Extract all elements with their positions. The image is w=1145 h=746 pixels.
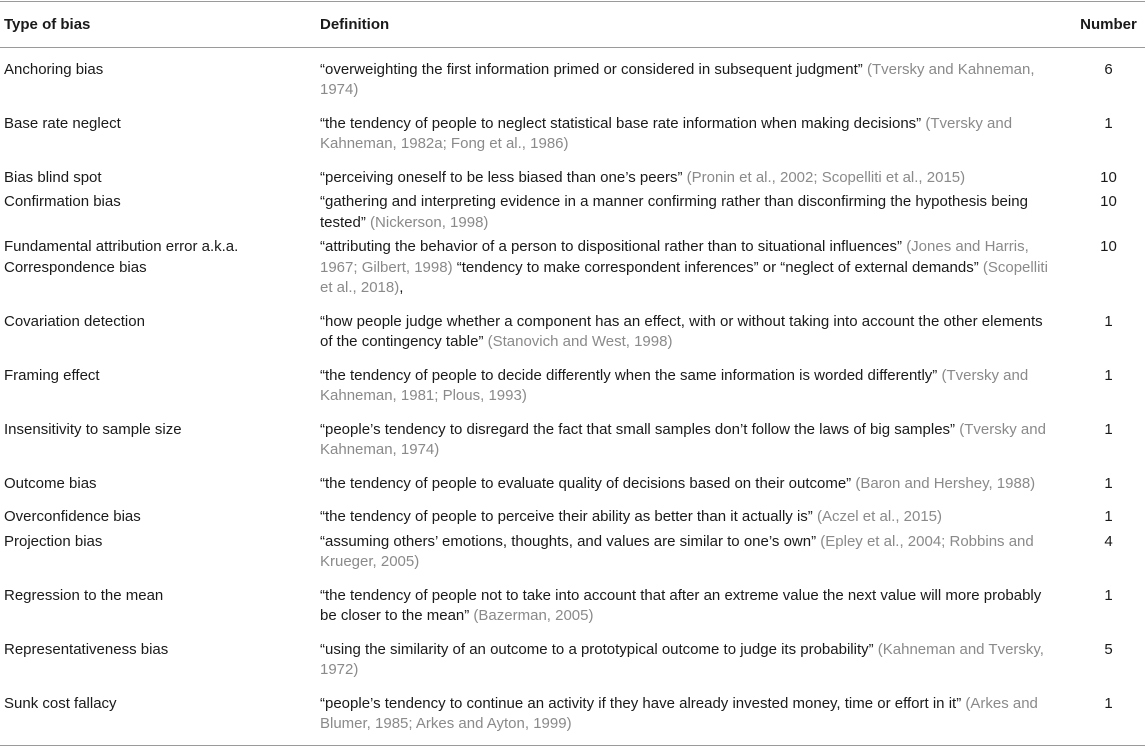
bias-number: 1	[1104, 586, 1113, 604]
citation: (Tversky and Kahneman, 1974)	[320, 420, 1046, 458]
table-row	[0, 573, 1145, 627]
bias-definition	[316, 627, 1058, 681]
bias-type: Confirmation bias	[4, 193, 121, 210]
table-row	[0, 627, 1145, 681]
definition-text: “how people judge whether a component has an effect, with or without taking into account the other elements of the contingency table”	[320, 312, 1043, 350]
table-row	[0, 101, 1145, 155]
citation: (Aczel et al., 2015)	[816, 508, 943, 525]
bias-number: 5	[1104, 640, 1113, 658]
definition-text: “using the similarity of an outcome to a prototypical outcome to judge its probability”	[320, 640, 878, 658]
definition-text: “overweighting the first information primed or considered in subsequent judgment”	[320, 60, 867, 78]
bias-type: Regression to the mean	[4, 586, 164, 604]
bias-number: 10	[1100, 168, 1117, 186]
bias-number: 1	[1104, 474, 1113, 492]
definition-text: “people’s tendency to disregard the fact that small samples don’t follow the laws of big samples”	[320, 420, 960, 438]
bias-definition	[316, 47, 1058, 101]
bias-definition	[316, 188, 1058, 233]
table-row	[0, 461, 1145, 495]
bias-number: 10	[1100, 238, 1117, 255]
citation: (Arkes and Blumer, 1985; Arkes and Ayton, 1999)	[320, 694, 1038, 732]
table-row	[0, 407, 1145, 461]
bias-type: Framing effect	[4, 366, 100, 384]
table-row	[0, 155, 1145, 189]
citation: (Tversky and Kahneman, 1981; Plous, 1993)	[320, 366, 1029, 404]
definition-text: “people’s tendency to continue an activity if they have already invested money, time or effort in it”	[320, 694, 966, 712]
bias-type: Projection bias	[4, 532, 103, 550]
table-row	[0, 494, 1145, 528]
bias-definition	[316, 353, 1058, 407]
bias-number: 1	[1058, 681, 1145, 746]
table-row	[0, 528, 1145, 573]
bias-number: 1	[1104, 114, 1113, 132]
bias-definition	[316, 155, 1058, 189]
table-row	[0, 188, 1145, 233]
bias-type: Outcome bias	[4, 474, 97, 492]
definition-text: “the tendency of people to decide differently when the same information is worded differently”	[320, 366, 942, 384]
bias-definition	[316, 233, 1058, 299]
citation: (Baron and Hershey, 1988)	[855, 474, 1036, 492]
citation: (Pronin et al., 2002; Scopelliti et al., 2015)	[686, 168, 966, 186]
bias-definition	[316, 461, 1058, 495]
header-row	[0, 2, 1145, 48]
bias-number: 1	[1104, 420, 1113, 438]
citation: (Tversky and Kahneman, 1982a; Fong et al., 1986)	[320, 114, 1013, 152]
definition-text: “attributing the behavior of a person to dispositional rather than to situational influences”	[320, 238, 907, 255]
citation-2: (Scopelliti et al., 2018)	[320, 258, 1048, 296]
definition-text-2: “tendency to make correspondent inferences” or “neglect of external demands”	[452, 258, 983, 276]
bias-definition	[316, 528, 1058, 573]
definition-text: “the tendency of people to perceive their ability as better than it actually is”	[320, 508, 817, 525]
table-row	[0, 353, 1145, 407]
table-row	[0, 47, 1145, 101]
bias-type: Insensitivity to sample size	[4, 420, 182, 438]
bias-type: Representativeness bias	[4, 640, 169, 658]
table-body	[0, 47, 1145, 745]
bias-definition	[316, 299, 1058, 353]
citation: (Bazerman, 2005)	[473, 607, 594, 624]
definition-text: “the tendency of people to neglect statistical base rate information when making decisions”	[320, 114, 926, 132]
table-row	[0, 233, 1145, 299]
bias-number: 1	[1104, 312, 1113, 330]
definition-text: “the tendency of people not to take into account that after an extreme value the next value will more probably be closer to the mean”	[320, 586, 1042, 624]
bias-number: 10	[1100, 193, 1117, 210]
citation: (Jones and Harris, 1967; Gilbert, 1998)	[320, 238, 1029, 276]
definition-tail: ,	[399, 279, 404, 296]
citation: (Kahneman and Tversky, 1972)	[320, 640, 1044, 678]
citation: (Tversky and Kahneman, 1974)	[320, 60, 1035, 98]
bias-type: Anchoring bias	[4, 60, 104, 78]
definition-text: “assuming others’ emotions, thoughts, and values are similar to one’s own”	[320, 532, 821, 550]
bias-definition	[316, 407, 1058, 461]
citation: (Nickerson, 1998)	[370, 213, 489, 231]
bias-number: 4	[1104, 532, 1113, 550]
bias-type: Base rate neglect	[4, 114, 121, 132]
bias-definition	[316, 573, 1058, 627]
bias-definition	[316, 494, 1058, 528]
bias-type: Overconfidence bias	[4, 508, 141, 525]
header-type: Type of bias	[0, 2, 316, 48]
table-row	[0, 299, 1145, 353]
bias-definition	[316, 101, 1058, 155]
bias-type: Bias blind spot	[4, 168, 102, 186]
citation: (Epley et al., 2004; Robbins and Krueger, 2005)	[320, 532, 1034, 570]
bias-type: Covariation detection	[4, 312, 145, 330]
citation: (Stanovich and West, 1998)	[487, 333, 673, 350]
definition-text: “gathering and interpreting evidence in a manner confirming rather than disconfirming the hypothesis being tested”	[320, 193, 1028, 231]
bias-type: Fundamental attribution error a.k.a. Correspondence bias	[4, 238, 239, 276]
header-number: Number	[1058, 2, 1145, 48]
definition-text: “the tendency of people to evaluate quality of decisions based on their outcome”	[320, 474, 856, 492]
definition-text: “perceiving oneself to be less biased than one’s peers”	[320, 168, 687, 186]
header-definition: Definition	[316, 2, 1058, 48]
bias-number: 1	[1104, 508, 1113, 525]
bias-number: 1	[1104, 366, 1113, 384]
bias-type: Sunk cost fallacy	[0, 681, 316, 746]
bias-table	[0, 1, 1145, 746]
bias-number: 6	[1104, 60, 1113, 78]
